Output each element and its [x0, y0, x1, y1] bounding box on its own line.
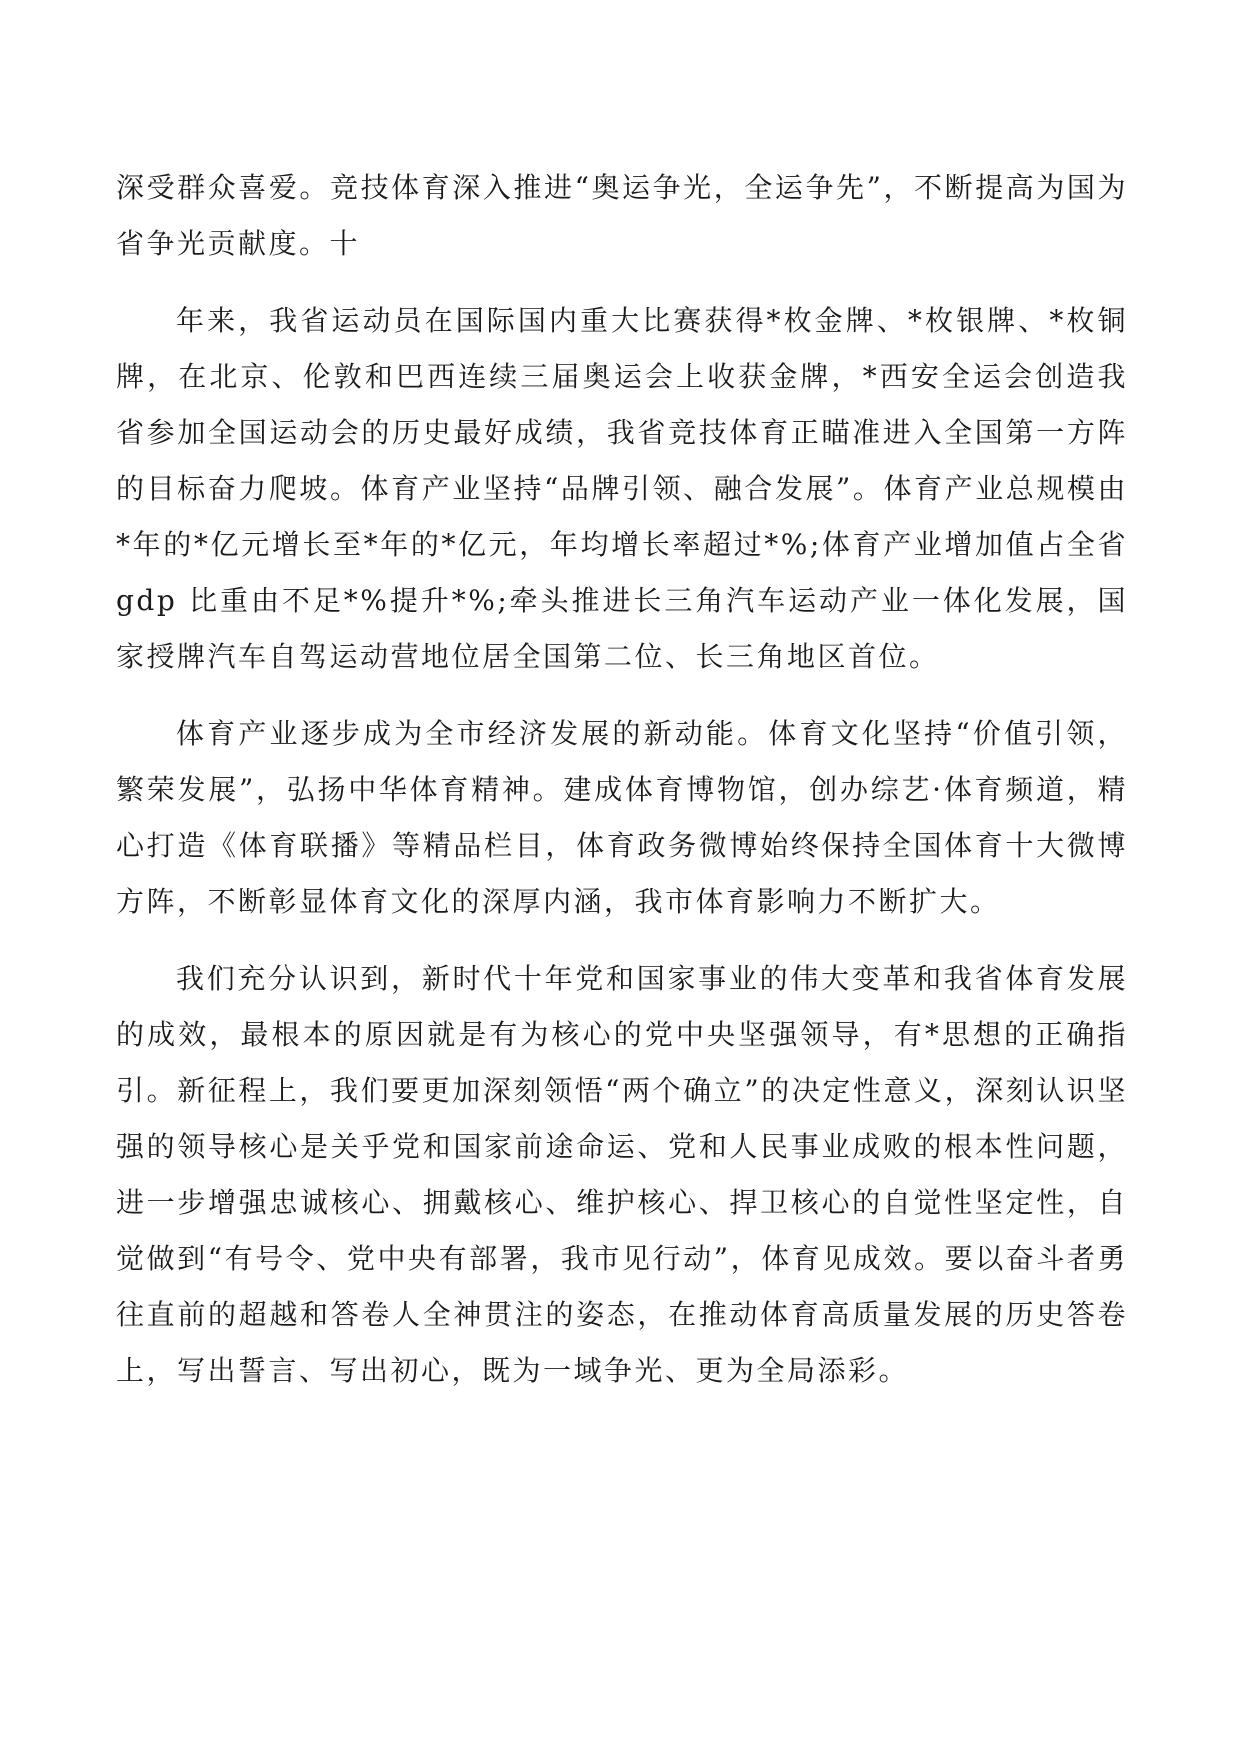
paragraph-1: 深受群众喜爱。竞技体育深入推进“奥运争光，全运争先”，不断提高为国为省争光贡献度。十 [116, 171, 1128, 260]
document-body [116, 160, 1128, 1420]
paragraph-2: 年来，我省运动员在国际国内重大比赛获得*枚金牌、*枚银牌、*枚铜牌，在北京、伦敦和巴西连续三届奥运会上收获金牌，*西安全运会创造我省参加全国运动会的历史最好成绩，我省竞技体育正瞄准进入全国第一方阵的目标奋力爬坡。体育产业坚持“品牌引领、融合发展”。体育产业总规模由*年的*亿元增长至*年的*亿元，年均增长率超过*%;体育产业增加值占全省 gdp 比重由不足*%提升*%;牵头推进长三角汽车运动产业一体化发展，国家授牌汽车自驾运动营地位居全国第二位、长三角地区首位。 [116, 304, 1128, 673]
paragraph-4: 我们充分认识到，新时代十年党和国家事业的伟大变革和我省体育发展的成效，最根本的原因就是有为核心的党中央坚强领导，有*思想的正确指引。新征程上，我们要更加深刻领悟“两个确立”的决定性意义，深刻认识坚强的领导核心是关乎党和国家前途命运、党和人民事业成败的根本性问题，进一步增强忠诚核心、拥戴核心、维护核心、捍卫核心的自觉性坚定性，自觉做到“有号令、党中央有部署，我市见行动”，体育见成效。要以奋斗者勇往直前的超越和答卷人全神贯注的姿态，在推动体育高质量发展的历史答卷上，写出誓言、写出初心，既为一域争光、更为全局添彩。 [116, 962, 1128, 1387]
paragraph-3: 体育产业逐步成为全市经济发展的新动能。体育文化坚持“价值引领，繁荣发展”，弘扬中华体育精神。建成体育博物馆，创办综艺·体育频道，精心打造《体育联播》等精品栏目，体育政务微博始终保持全国体育十大微博方阵，不断彰显体育文化的深厚内涵，我市体育影响力不断扩大。 [116, 717, 1128, 918]
